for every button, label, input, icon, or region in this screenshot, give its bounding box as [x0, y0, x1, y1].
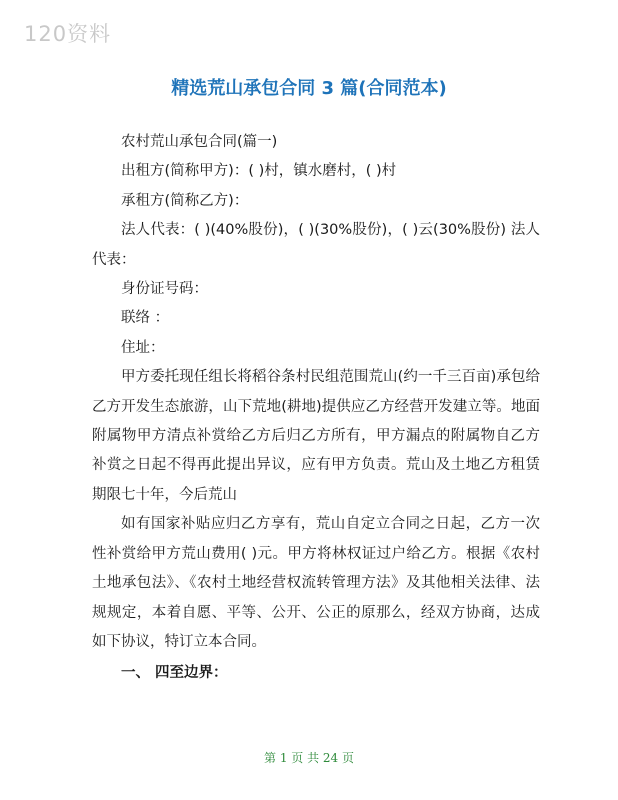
paragraph-contact: 联络 ： [121, 310, 170, 327]
document-title: 精选荒山承包合同 3 篇(合同范本) [171, 78, 447, 99]
paragraph-lessor: 出租方(简称甲方)：( )村，镇水磨村，( )村 [121, 163, 397, 180]
paragraph-lessee: 承租方(简称乙方)： [121, 192, 249, 209]
section-heading: 一、 四至边界： [121, 665, 228, 682]
paragraph-terms-2: 如有国家补贴应归乙方享有，荒山自定立合同之日起，乙方一次性补赏给甲方荒山费用( )元。甲方将林权证过户给乙方。根据《农村土地承包法》、《农村土地经营权流转管理方法》及其他相关法律、法规规定，本着自愿、平等、公开、公正的原那么，经双方协商，达成如下协议，特订立本合同。 [92, 516, 540, 650]
paragraph-address: 住址： [121, 339, 165, 356]
paragraph-contract-name: 农村荒山承包合同(篇一) [121, 134, 278, 150]
document-body [92, 128, 540, 689]
watermark-logo: 120资料 [24, 22, 112, 46]
page-footer: 第 1 页 共 24 页 [264, 751, 354, 765]
paragraph-legal-representative: 法人代表：( )(40%股份)，( )(30%股份)，( )云(30%股份) 法人代表： [92, 222, 540, 268]
paragraph-id-number: 身份证号码： [121, 281, 208, 298]
paragraph-terms-1: 甲方委托现任组长将稻谷条村民组范围荒山(约一千三百亩)承包给乙方开发生态旅游，山下荒地(耕地)提供应乙方经营开发建立等。地面附属物甲方清点补赏给乙方后归乙方所有，甲方漏点的附属物自乙方补赏之日起不得再此提出异议，应有甲方负责。荒山及土地乙方租赁期限七十年，今后荒山 [92, 369, 540, 503]
